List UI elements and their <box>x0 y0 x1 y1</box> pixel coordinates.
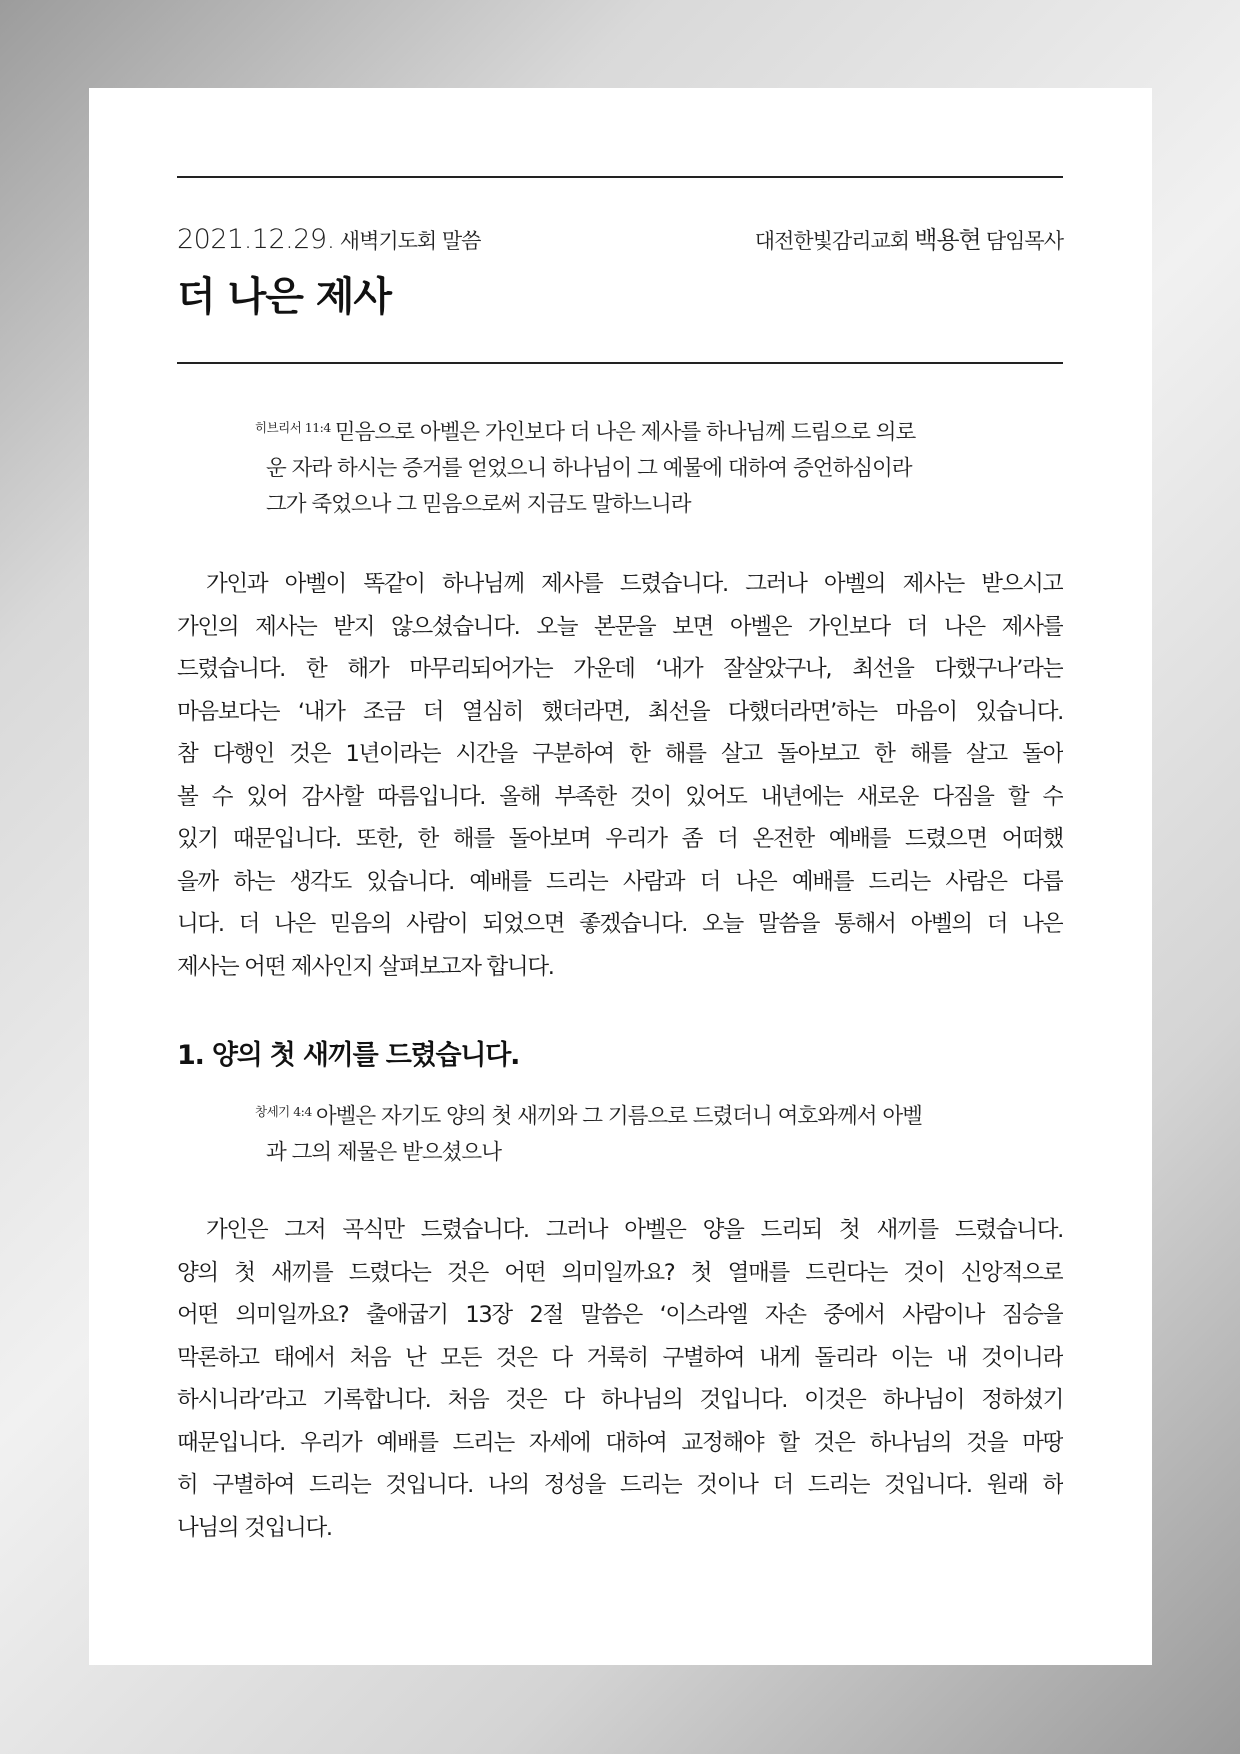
scripture-quote-genesis <box>255 1094 995 1171</box>
paragraph-line: 가인의 제사는 받지 않으셨습니다. 오늘 본문을 보면 아벨은 가인보다 더 나은 제사를 <box>177 613 1063 640</box>
paragraph-line: 가인은 그저 곡식만 드렸습니다. 그러나 아벨은 양을 드리되 첫 새끼를 드렸습니다. <box>206 1217 1063 1243</box>
paragraph-line: 히 구별하여 드리는 것입니다. 나의 정성을 드리는 것이나 더 드리는 것입니다. 원래 하 <box>177 1472 1063 1498</box>
service-name: 새벽기도회 말씀 <box>339 229 481 253</box>
paragraph-line: 하시니라’라고 기록합니다. 처음 것은 다 하나님의 것입니다. 이것은 하나님이 정하셨기 <box>177 1387 1063 1413</box>
church-name: 대전한빛감리교회 <box>754 229 910 253</box>
verse-text: 믿음으로 아벨은 가인보다 더 나은 제사를 하나님께 드림으로 의로 <box>334 420 916 445</box>
verse-line: 운 자라 하시는 증거를 얻었으니 하나님이 그 예물에 대하여 증언하심이라 <box>266 456 912 481</box>
top-rule <box>177 176 1063 178</box>
paragraph-line: 참 다행인 것은 1년이라는 시간을 구분하여 한 해를 살고 돌아보고 한 해를 살고 돌아 <box>177 741 1063 767</box>
document-page <box>89 88 1152 1665</box>
pastor-title: 담임목사 <box>985 229 1063 253</box>
paragraph-line: 있기 때문입니다. 또한, 한 해를 돌아보며 우리가 좀 더 온전한 예배를 드렸으면 어떠했 <box>177 826 1063 852</box>
paragraph-line: 막론하고 태에서 처음 난 모든 것은 다 거룩히 구별하여 내게 돌리라 이는 내 것이니라 <box>177 1344 1063 1371</box>
sermon-date-service <box>177 224 480 255</box>
paragraph-line: 나님의 것입니다. <box>177 1514 332 1541</box>
verse-reference: 히브리서 11:4 <box>255 420 331 435</box>
paragraph-line: 마음보다는 ‘내가 조금 더 열심히 했더라면, 최선을 다했더라면’하는 마음이 있습니다. <box>177 698 1063 725</box>
verse-line <box>255 410 995 451</box>
verse-reference: 창세기 4:4 <box>255 1104 312 1119</box>
paragraph-line: 니다. 더 나은 믿음의 사람이 되었으면 좋겠습니다. 오늘 말씀을 통해서 아벨의 더 나은 <box>177 911 1063 937</box>
section-heading-1: 1. 양의 첫 새끼를 드렸습니다. <box>177 1040 520 1071</box>
church-pastor <box>755 220 1063 255</box>
paragraph-line: 볼 수 있어 감사할 따름입니다. 올해 부족한 것이 있어도 내년에는 새로운 다짐을 할 수 <box>177 783 1063 810</box>
paragraph-line: 어떤 의미일까요? 출애굽기 13장 2절 말씀은 ‘이스라엘 자손 중에서 사람이나 짐승을 <box>177 1302 1063 1328</box>
page-content <box>177 176 1063 1549</box>
paragraph-line: 을까 하는 생각도 있습니다. 예배를 드리는 사람과 더 나은 예배를 드리는 사람은 다릅 <box>177 868 1063 895</box>
body-paragraph-intro <box>177 563 1063 988</box>
sermon-date: 2021.12.29. <box>177 224 335 255</box>
paragraph-line: 가인과 아벨이 똑같이 하나님께 제사를 드렸습니다. 그러나 아벨의 제사는 받으시고 <box>206 571 1063 597</box>
title-rule <box>177 362 1063 364</box>
verse-line <box>255 1094 995 1135</box>
sermon-title: 더 나은 제사 <box>177 274 392 320</box>
body-paragraph-section-1 <box>177 1209 1063 1549</box>
paragraph-line: 제사는 어떤 제사인지 살펴보고자 합니다. <box>177 953 554 980</box>
scripture-quote-hebrews <box>255 410 995 523</box>
paragraph-line: 때문입니다. 우리가 예배를 드리는 자세에 대하여 교정해야 할 것은 하나님의 것을 마땅 <box>177 1429 1063 1456</box>
paragraph-line: 드렸습니다. 한 해가 마무리되어가는 가운데 ‘내가 잘살았구나, 최선을 다했구나’라는 <box>177 656 1063 682</box>
header-meta <box>177 220 1063 254</box>
verse-line: 그가 죽었으나 그 믿음으로써 지금도 말하느니라 <box>266 492 691 517</box>
verse-text: 아벨은 자기도 양의 첫 새끼와 그 기름으로 드렸더니 여호와께서 아벨 <box>315 1104 922 1129</box>
paragraph-line: 양의 첫 새끼를 드렸다는 것은 어떤 의미일까요? 첫 열매를 드린다는 것이 신앙적으로 <box>177 1259 1063 1286</box>
pastor-name: 백용현 <box>914 226 981 254</box>
verse-line: 과 그의 제물은 받으셨으나 <box>266 1140 501 1165</box>
